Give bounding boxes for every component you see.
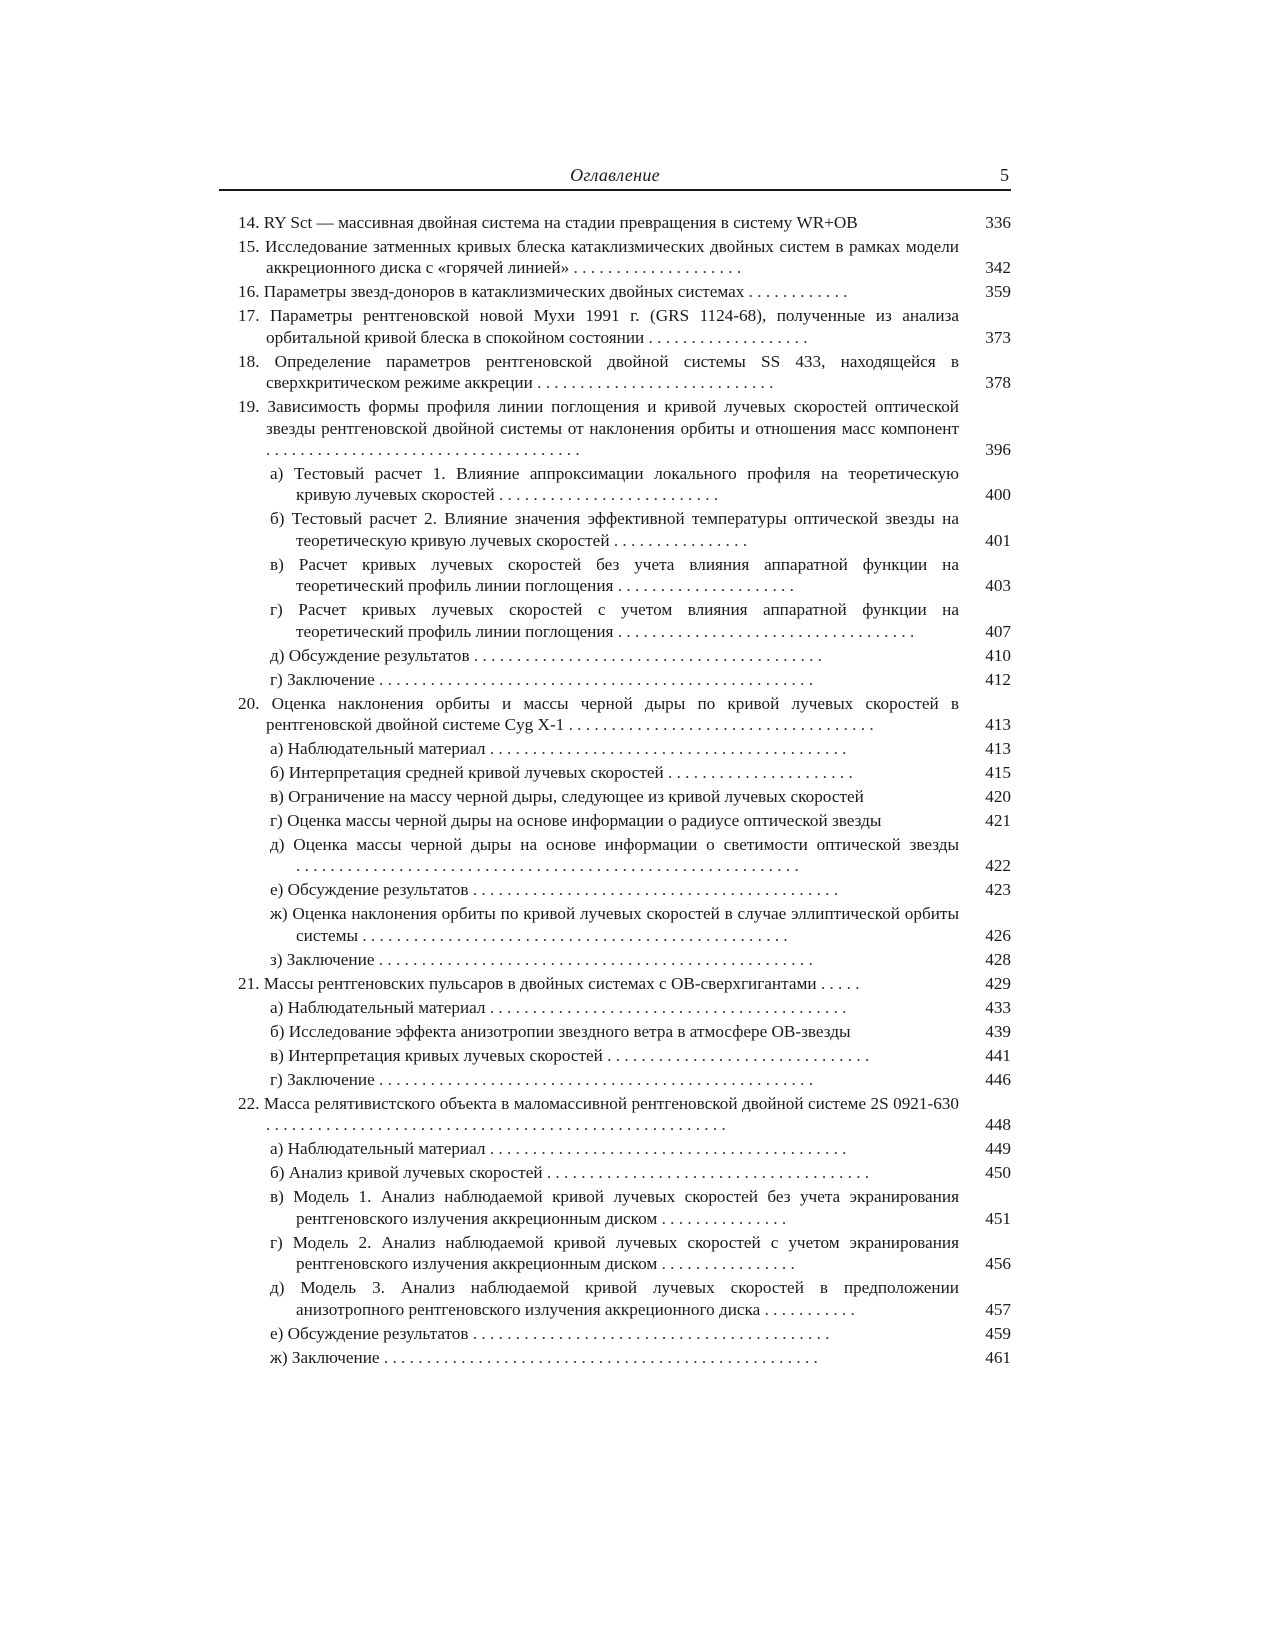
toc-entry-page: 449 (985, 1139, 1011, 1159)
leader-dots: . . . . . (816, 973, 860, 993)
toc-entry-text: з) Заключение (270, 949, 375, 969)
toc-entry-page: 422 (985, 856, 1011, 876)
toc-entry-text: г) Модель 2. Анализ наблюдаемой кривой лучевых скоростей с учетом экранирования рентгеновского излучения аккреционным диском (270, 1232, 959, 1274)
leader-dots: . . . . . . . . . . . . . . . . . . . . . . . . . . . . (532, 373, 774, 393)
leader-dots: . . . . . . . . . . . . . . . . . . . . . . (663, 763, 853, 783)
page-number: 5 (1000, 165, 1009, 185)
toc-entry-text: д) Модель 3. Анализ наблюдаемой кривой лучевых скоростей в предположении анизотропного рентгеновского излучения аккреционного диска (270, 1278, 959, 1319)
toc-entry-page: 421 (985, 811, 1011, 831)
toc-entry-page: 426 (985, 925, 1011, 945)
leader-dots: . . . . . . . . . . . . . . . . . . . . . . . . . . . . . . . . . . . . . . . . . . . . . . . . . . . (374, 949, 813, 969)
toc-entry-21[interactable] (238, 973, 1011, 994)
toc-entry-page: 423 (985, 880, 1011, 900)
toc-entry-text: 16. Параметры звезд-доноров в катаклизмических двойных системах (238, 282, 745, 302)
toc-entry-15[interactable] (238, 236, 1011, 279)
toc-entry-text: б) Интерпретация средней кривой лучевых скоростей (270, 763, 664, 783)
leader-dots: . . . . . . . . . . . . . . . . . . . . . . . . . . . . . . . . . . . . . . . . . . . . . . . . . . . . . . . . . . . (296, 856, 799, 876)
leader-dots: . . . . . . . . . . . . . . . . . . . (644, 327, 808, 347)
toc-subentry-22v[interactable] (270, 1186, 1011, 1229)
toc-entry-text: 19. Зависимость формы профиля линии поглощения и кривой лучевых скоростей оптической звезды рентгеновской двойной системы от наклонения орбиты и отношения масс компонент (238, 397, 959, 438)
leader-dots: . . . . . . . . . . . . . . . . . . . . . . . . . . (494, 485, 719, 505)
toc-subentry-19g[interactable] (270, 599, 1011, 642)
toc-entry-page: 407 (985, 621, 1011, 641)
toc-entry-text: в) Расчет кривых лучевых скоростей без учета влияния аппаратной функции на теоретический профиль линии поглощения (270, 554, 959, 596)
toc-entry-page: 451 (985, 1208, 1011, 1228)
toc-subentry-19b[interactable] (270, 508, 1011, 551)
toc-entry-text: 18. Определение параметров рентгеновской двойной системы SS 433, находящейся в сверхкритическом режиме аккреции (238, 351, 959, 393)
toc-subentry-22a[interactable] (270, 1138, 1011, 1159)
toc-entry-page: 446 (985, 1069, 1011, 1089)
leader-dots: . . . . . . . . . . . . . . . . . . . . . . . . . . . . . . . (602, 1045, 870, 1065)
toc-entry-text: е) Обсуждение результатов (270, 880, 469, 900)
toc-entry-page: 359 (985, 282, 1011, 302)
leader-dots: . . . . . . . . . . . . . . . . . . . . . . . . . . . . . . . . . . . . . (266, 440, 580, 460)
toc-entry-text: е) Обсуждение результатов (270, 1323, 469, 1343)
toc-entry-page: 420 (985, 787, 1011, 807)
toc-subentry-20zh[interactable] (270, 903, 1011, 946)
toc-entry-page: 400 (985, 485, 1011, 505)
leader-dots: . . . . . . . . . . . . . . . . . . . . . . . . . . . . . . . . . . . . . . . . . . (485, 1139, 847, 1159)
toc-entry-page: 456 (985, 1254, 1011, 1274)
leader-dots: . . . . . . . . . . . . . . . . . . . . . . . . . . . . . . . . . . . . . . . . . . . . . . . . . . . (374, 1069, 814, 1089)
toc-subentry-19g2[interactable] (270, 669, 1011, 690)
toc-subentry-20b[interactable] (270, 762, 1011, 783)
leader-dots: . . . . . . . . . . . . . . . . . . . . . . . . . . . . . . . . . . . . (564, 715, 874, 735)
toc-entry-page: 450 (985, 1163, 1011, 1183)
toc-entry-page: 378 (985, 373, 1011, 393)
toc-entry-14[interactable] (238, 212, 1011, 233)
toc-entry-page: 459 (985, 1323, 1011, 1343)
leader-dots: . . . . . . . . . . . . . . . . (657, 1254, 795, 1274)
toc-entry-text: в) Ограничение на массу черной дыры, следующее из кривой лучевых скоростей (270, 787, 864, 807)
toc-entry-page: 457 (985, 1299, 1011, 1319)
leader-dots: . . . . . . . . . . . . . . . . . . . . . . . . . . . . . . . . . . . . . . . . . (469, 645, 822, 665)
toc-subentry-19a[interactable] (270, 463, 1011, 506)
leader-dots: . . . . . . . . . . . . . . . . . . . . . (613, 576, 794, 596)
toc-subentry-22d[interactable] (270, 1277, 1011, 1320)
toc-entry-text: д) Оценка массы черной дыры на основе информации о светимости оптической звезды (270, 835, 959, 855)
toc-entry-19[interactable] (238, 396, 1011, 460)
toc-subentry-20d[interactable] (270, 834, 1011, 877)
leader-dots: . . . . . . . . . . . . . . . . . . . . . . . . . . . . . . . . . . . . . . . . . . . (468, 880, 839, 900)
leader-dots: . . . . . . . . . . . . . . . . . . . . . . . . . . . . . . . . . . . (613, 621, 915, 641)
leader-dots: . . . . . . . . . . . . . . . . . . . . . . . . . . . . . . . . . . . . . . . . . . . . . . . . . . . (379, 1347, 818, 1367)
toc-entry-text: г) Заключение (270, 1069, 375, 1089)
toc-entry-page: 439 (985, 1021, 1011, 1041)
toc-entry-page: 401 (985, 530, 1011, 550)
toc-subentry-20v[interactable] (270, 786, 1011, 807)
leader-dots: . . . . . . . . . . . . . . . . . . . . . . . . . . . . . . . . . . . . . . . . . . . . . . . . . . (358, 925, 788, 945)
toc-entry-page: 415 (985, 763, 1011, 783)
leader-dots: . . . . . . . . . . . . . . . . . . . . . . . . . . . . . . . . . . . . . . . . . . . . . . . . . . . (374, 669, 814, 689)
toc-subentry-19v[interactable] (270, 554, 1011, 597)
toc-entry-page: 429 (985, 973, 1011, 993)
toc-entry-text: а) Наблюдательный материал (270, 739, 486, 759)
toc-entry-text: 17. Параметры рентгеновской новой Мухи 1991 г. (GRS 1124-68), полученные из анализа орбитальной кривой блеска в спокойном состоянии (238, 306, 959, 347)
leader-dots: . . . . . . . . . . . . . . . . . . . . (569, 258, 742, 278)
toc-entry-text: а) Наблюдательный материал (270, 997, 486, 1017)
toc-entry-text: 21. Массы рентгеновских пульсаров в двойных системах с OB-сверхгигантами (238, 973, 817, 993)
toc-subentry-21a[interactable] (270, 997, 1011, 1018)
toc-entry-text: 15. Исследование затменных кривых блеска катаклизмических двойных систем в рамках модели аккреционного диска с «горячей линией» (238, 237, 959, 278)
toc-entry-text: а) Тестовый расчет 1. Влияние аппроксимации локального профиля на теоретическую кривую лучевых скоростей (270, 464, 959, 505)
toc-entry-page: 413 (985, 715, 1011, 735)
toc-entry-page: 448 (985, 1115, 1011, 1135)
toc-subentry-21g[interactable] (270, 1069, 1011, 1090)
toc-subentry-21b[interactable] (270, 1021, 1011, 1042)
toc-entry-text: в) Интерпретация кривых лучевых скоростей (270, 1045, 603, 1065)
leader-dots: . . . . . . . . . . . . . . . . (609, 530, 748, 550)
toc-subentry-22zh[interactable] (270, 1347, 1011, 1368)
leader-dots: . . . . . . . . . . . . (744, 282, 848, 302)
toc-entry-page: 403 (985, 576, 1011, 596)
toc-subentry-20a[interactable] (270, 738, 1011, 759)
toc-entry-text: 20. Оценка наклонения орбиты и массы черной дыры по кривой лучевых скоростей в рентгеновской двойной системе Cyg X-1 (238, 693, 959, 735)
toc-entry-20[interactable] (238, 693, 1011, 736)
leader-dots: . . . . . . . . . . . . . . . . . . . . . . . . . . . . . . . . . . . . . . . . . . (468, 1323, 830, 1343)
toc-entry-text: б) Анализ кривой лучевых скоростей (270, 1163, 543, 1183)
toc-entry-17[interactable] (238, 305, 1011, 348)
toc-subentry-20e[interactable] (270, 879, 1011, 900)
toc-entry-text: г) Заключение (270, 669, 375, 689)
toc-entry-page: 342 (985, 258, 1011, 278)
toc-subentry-20z[interactable] (270, 949, 1011, 970)
leader-dots: . . . . . . . . . . . . . . . . . . . . . . . . . . . . . . . . . . . . . . . . . . (485, 997, 847, 1017)
toc-entry-text: а) Наблюдательный материал (270, 1139, 486, 1159)
toc-entry-page: 413 (985, 739, 1011, 759)
toc-entry-text: д) Обсуждение результатов (270, 645, 470, 665)
toc-entry-page: 461 (985, 1347, 1011, 1367)
leader-dots: . . . . . . . . . . . . . . . . . . . . . . . . . . . . . . . . . . . . . . (542, 1163, 870, 1183)
toc-subentry-22b[interactable] (270, 1162, 1011, 1183)
toc-entry-page: 428 (985, 949, 1011, 969)
toc-subentry-22e[interactable] (270, 1323, 1011, 1344)
toc-entry-text: б) Исследование эффекта анизотропии звездного ветра в атмосфере OB-звезды (270, 1021, 851, 1041)
toc-entry-text: г) Расчет кривых лучевых скоростей с учетом влияния аппаратной функции на теоретический профиль линии поглощения (270, 600, 959, 641)
toc-entry-page: 441 (985, 1045, 1011, 1065)
leader-dots: . . . . . . . . . . . . . . . . . . . . . . . . . . . . . . . . . . . . . . . . . . (485, 739, 847, 759)
leader-dots: . . . . . . . . . . . (760, 1299, 855, 1319)
toc-subentry-22g[interactable] (270, 1232, 1011, 1275)
toc-entry-text: 22. Масса релятивистского объекта в маломассивной рентгеновской двойной системе 2S 0921-630 (238, 1093, 959, 1113)
toc-entry-page: 433 (985, 997, 1011, 1017)
toc-entry-page: 396 (985, 440, 1011, 460)
toc-entry-18[interactable] (238, 351, 1011, 394)
toc-subentry-19d[interactable] (270, 645, 1011, 666)
table-of-contents (238, 212, 1011, 1371)
toc-subentry-21v[interactable] (270, 1045, 1011, 1066)
running-title: Оглавление (570, 165, 660, 185)
toc-entry-page: 336 (985, 213, 1011, 232)
page-header (219, 163, 1011, 191)
toc-entry-text: ж) Оценка наклонения орбиты по кривой лучевых скоростей в случае эллиптической орбиты системы (270, 904, 959, 945)
toc-entry-text: б) Тестовый расчет 2. Влияние значения эффективной температуры оптической звезды на теоретическую кривую лучевых скоростей (270, 509, 959, 550)
leader-dots: . . . . . . . . . . . . . . . . . . . . . . . . . . . . . . . . . . . . . . . . . . . . . . . . . . . . . . (266, 1115, 726, 1135)
toc-entry-text: 14. RY Sct — массивная двойная система на стадии превращения в систему WR+OB (238, 213, 858, 232)
toc-entry-text: г) Оценка массы черной дыры на основе информации о радиусе оптической звезды (270, 811, 882, 831)
toc-entry-22[interactable] (238, 1093, 1011, 1136)
toc-entry-16[interactable] (238, 281, 1011, 302)
toc-entry-text: ж) Заключение (270, 1347, 380, 1367)
toc-subentry-20g[interactable] (270, 810, 1011, 831)
leader-dots: . . . . . . . . . . . . . . . (657, 1208, 787, 1228)
toc-entry-text: в) Модель 1. Анализ наблюдаемой кривой лучевых скоростей без учета экранирования рентгеновского излучения аккреционным диском (270, 1187, 959, 1228)
toc-entry-page: 412 (985, 669, 1011, 689)
toc-entry-page: 410 (985, 645, 1011, 665)
toc-entry-page: 373 (985, 327, 1011, 347)
